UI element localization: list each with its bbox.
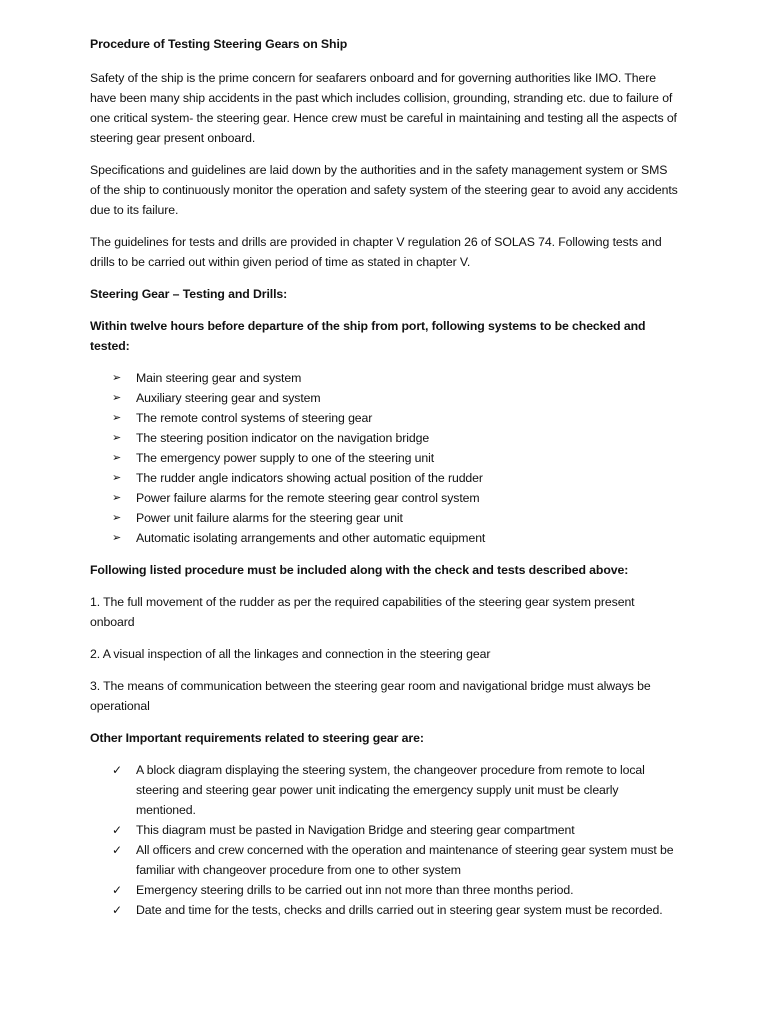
arrow-bullet-icon: ➢ [112,392,122,404]
arrow-bullet-icon: ➢ [112,452,122,464]
list-item [90,508,680,528]
document-title: Procedure of Testing Steering Gears on Ship [90,37,348,51]
list-item-text: This diagram must be pasted in Navigation Bridge and steering gear compartment [136,823,575,837]
arrow-bullet-icon: ➢ [112,372,122,384]
list-item [90,468,680,488]
check-bullet-icon: ✓ [112,883,122,897]
list-item-text: All officers and crew concerned with the operation and maintenance of steering gear system must be familiar with changeover procedure from one to other system [136,843,674,877]
check-items-list [90,368,680,548]
list-item [90,528,680,548]
list-item [90,388,680,408]
list-item-text: Emergency steering drills to be carried out inn not more than three months period. [136,883,574,897]
guidelines-paragraph: The guidelines for tests and drills are provided in chapter V regulation 26 of SOLAS 74. Following tests and drills to be carried out within given period of time as stated in chapter V. [90,235,662,269]
section-heading: Steering Gear – Testing and Drills: [90,287,288,301]
arrow-bullet-icon: ➢ [112,532,122,544]
arrow-bullet-icon: ➢ [112,492,122,504]
list-item [90,448,680,468]
arrow-bullet-icon: ➢ [112,432,122,444]
list-item [90,408,680,428]
requirements-heading: Other Important requirements related to steering gear are: [90,731,424,745]
list-item-text: Automatic isolating arrangements and other automatic equipment [136,531,486,545]
check-bullet-icon: ✓ [112,903,122,917]
check-bullet-icon: ✓ [112,843,122,857]
procedure-heading: Following listed procedure must be included along with the check and tests described above: [90,563,629,577]
list-item [90,820,680,840]
check-bullet-icon: ✓ [112,763,122,777]
list-item-text: Power unit failure alarms for the steering gear unit [136,511,403,525]
list-item-text: Date and time for the tests, checks and drills carried out in steering gear system must be recorded. [136,903,663,917]
procedure-item: 2. A visual inspection of all the linkages and connection in the steering gear [90,647,491,661]
list-item-text: The remote control systems of steering gear [136,411,373,425]
list-item [90,368,680,388]
arrow-bullet-icon: ➢ [112,512,122,524]
intro-paragraph: Safety of the ship is the prime concern for seafarers onboard and for governing authorities like IMO. There have been many ship accidents in the past which includes collision, grounding, stranding etc. due to failure of one critical system- the steering gear. Hence crew must be careful in maintaining and testing all the aspects of steering gear present onboard. [90,71,677,145]
procedure-item: 3. The means of communication between the steering gear room and navigational bridge must always be operational [90,679,651,713]
check-bullet-icon: ✓ [112,823,122,837]
list-item-text: Power failure alarms for the remote steering gear control system [136,491,480,505]
list-item-text: Auxiliary steering gear and system [136,391,321,405]
list-item [90,880,680,900]
list-item-text: Main steering gear and system [136,371,302,385]
list-item [90,428,680,448]
specs-paragraph: Specifications and guidelines are laid down by the authorities and in the safety management system or SMS of the ship to continuously monitor the operation and safety system of the steering gear to avoid any accidents due to its failure. [90,163,678,217]
list-item-text: The emergency power supply to one of the steering unit [136,451,435,465]
twelve-hours-heading: Within twelve hours before departure of the ship from port, following systems to be checked and tested: [90,319,646,353]
list-item-text: The steering position indicator on the navigation bridge [136,431,430,445]
list-item [90,488,680,508]
arrow-bullet-icon: ➢ [112,472,122,484]
list-item [90,840,680,880]
list-item [90,760,680,820]
list-item [90,900,680,920]
requirements-list [90,760,680,920]
list-item-text: The rudder angle indicators showing actual position of the rudder [136,471,483,485]
document-page [90,34,680,932]
procedure-item: 1. The full movement of the rudder as per the required capabilities of the steering gear system present onboard [90,595,635,629]
list-item-text: A block diagram displaying the steering system, the changeover procedure from remote to local steering and steering gear power unit indicating the emergency supply unit must be clearly mentioned. [136,763,645,817]
arrow-bullet-icon: ➢ [112,412,122,424]
